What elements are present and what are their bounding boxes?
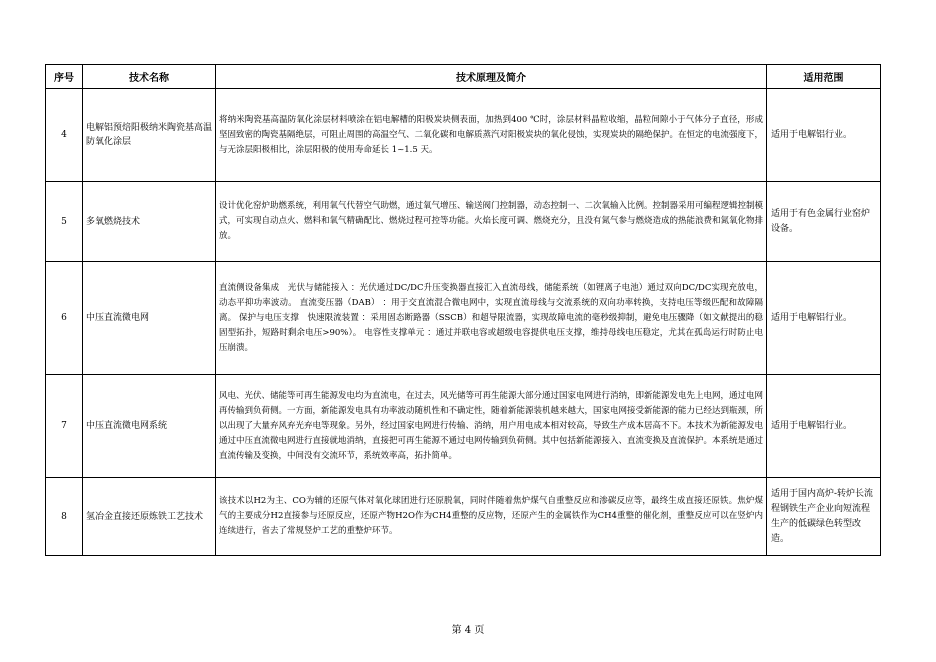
technology-name: 中压直流微电网 (83, 262, 216, 375)
header-scope: 适用范围 (767, 65, 881, 89)
row-number: 5 (46, 182, 83, 262)
row-number: 6 (46, 262, 83, 375)
header-no: 序号 (46, 65, 83, 89)
applicable-scope: 适用于有色金属行业窑炉设备。 (767, 182, 881, 262)
page-number: 第 4 页 (451, 625, 485, 636)
technology-name: 氢冶金直接还原炼铁工艺技术 (83, 478, 216, 556)
technology-principle: 该技术以H2为主、CO为辅的还原气体对氧化球团进行还原脱氧，同时伴随着焦炉煤气自重整反应和渗碳反应等，最终生成直接还原铁。焦炉煤气的主要成分H2直接参与还原反应，还原产物H2O作为CH4重整的反应物，还原产生的金属铁作为CH4重整的催化剂，重整反应可以在竖炉内连续进行，省去了常规竖炉工艺的重整炉环节。 (216, 478, 767, 556)
technology-principle: 风电、光伏、储能等可再生能源发电均为直流电，在过去，风光储等可再生能源大部分通过国家电网进行消纳，即新能源发电先上电网，通过电网再传输到负荷侧。一方面，新能源发电具有功率波动随机性和不确定性，随着新能源装机越来越大，国家电网接受新能源的能力已经达到瓶颈，所以出现了大量弃风弃光弃电等现象。另外，经过国家电网进行传输、消纳，用户用电成本相对较高，导致生产成本居高不下。本技术为新能源发电通过中压直流微电网进行直接就地消纳，直接把可再生能源不通过电网传输到负荷侧。其中包括新能源接入、直流变换及直流保护。本系统是通过直流传输及变换，中间没有交流环节，系统效率高，拓扑简单。 (216, 375, 767, 478)
technology-name: 中压直流微电网系统 (83, 375, 216, 478)
technology-name: 多氧燃烧技术 (83, 182, 216, 262)
applicable-scope: 适用于国内高炉-转炉长流程钢铁生产企业向短流程生产的低碳绿色转型改造。 (767, 478, 881, 556)
table-row (46, 262, 881, 375)
header-principle: 技术原理及简介 (216, 65, 767, 89)
technology-principle: 设计优化窑炉助燃系统，利用氧气代替空气助燃，通过氧气增压、输送阀门控制器，动态控制一、二次氧输入比例。控制器采用可编程逻辑控制模式，可实现自动点火、燃料和氧气精确配比、燃烧过程可控等功能。火焰长度可调、燃烧充分，且没有氮气参与燃烧造成的热能浪费和氮氧化物排放。 (216, 182, 767, 262)
technology-principle: 将纳米陶瓷基高温防氧化涂层材料喷涂在铝电解槽的阳极炭块侧表面，加热到400 ℃时，涂层材料晶粒收缩，晶粒间隙小于气体分子直径，形成坚固致密的陶瓷基隔绝层，可阻止周围的高温空气、二氧化碳和电解质蒸汽对阳极炭块的氧化侵蚀，实现炭块的隔绝保护。在恒定的电流强度下，与无涂层阳极相比，涂层阳极的使用寿命延长 1~1.5 天。 (216, 89, 767, 182)
table-row (46, 89, 881, 182)
table-row (46, 182, 881, 262)
technology-table (45, 64, 881, 556)
row-number: 8 (46, 478, 83, 556)
technology-principle: 直流侧设备集成 光伏与储能接入 ：光伏通过DC/DC升压变换器直接汇入直流母线，储能系统（如锂离子电池）通过双向DC/DC实现充放电，动态平抑功率波动。 直流变压器（DAB） ：用于交直流混合微电网中，实现直流母线与交流系统的双向功率转换，支持电压等级匹配和故障隔离。 保护与电压支撑 快速限流装置 ：采用固态断路器（SSCB）和超导限流器，实现故障电流的毫秒级抑制，避免电压骤降（如文献提出的稳固型拓扑，短路时剩余电压>90%）。 电容性支撑单元 ：通过并联电容或超级电容提供电压支撑，维持母线电压稳定，尤其在孤岛运行时防止电压崩溃。 (216, 262, 767, 375)
table-row (46, 478, 881, 556)
applicable-scope: 适用于电解铝行业。 (767, 375, 881, 478)
table-row (46, 375, 881, 478)
header-name: 技术名称 (83, 65, 216, 89)
technology-name: 电解铝预焙阳极纳米陶瓷基高温防氧化涂层 (83, 89, 216, 182)
applicable-scope: 适用于电解铝行业。 (767, 262, 881, 375)
row-number: 7 (46, 375, 83, 478)
applicable-scope: 适用于电解铝行业。 (767, 89, 881, 182)
row-number: 4 (46, 89, 83, 182)
table-header-row (46, 65, 881, 89)
